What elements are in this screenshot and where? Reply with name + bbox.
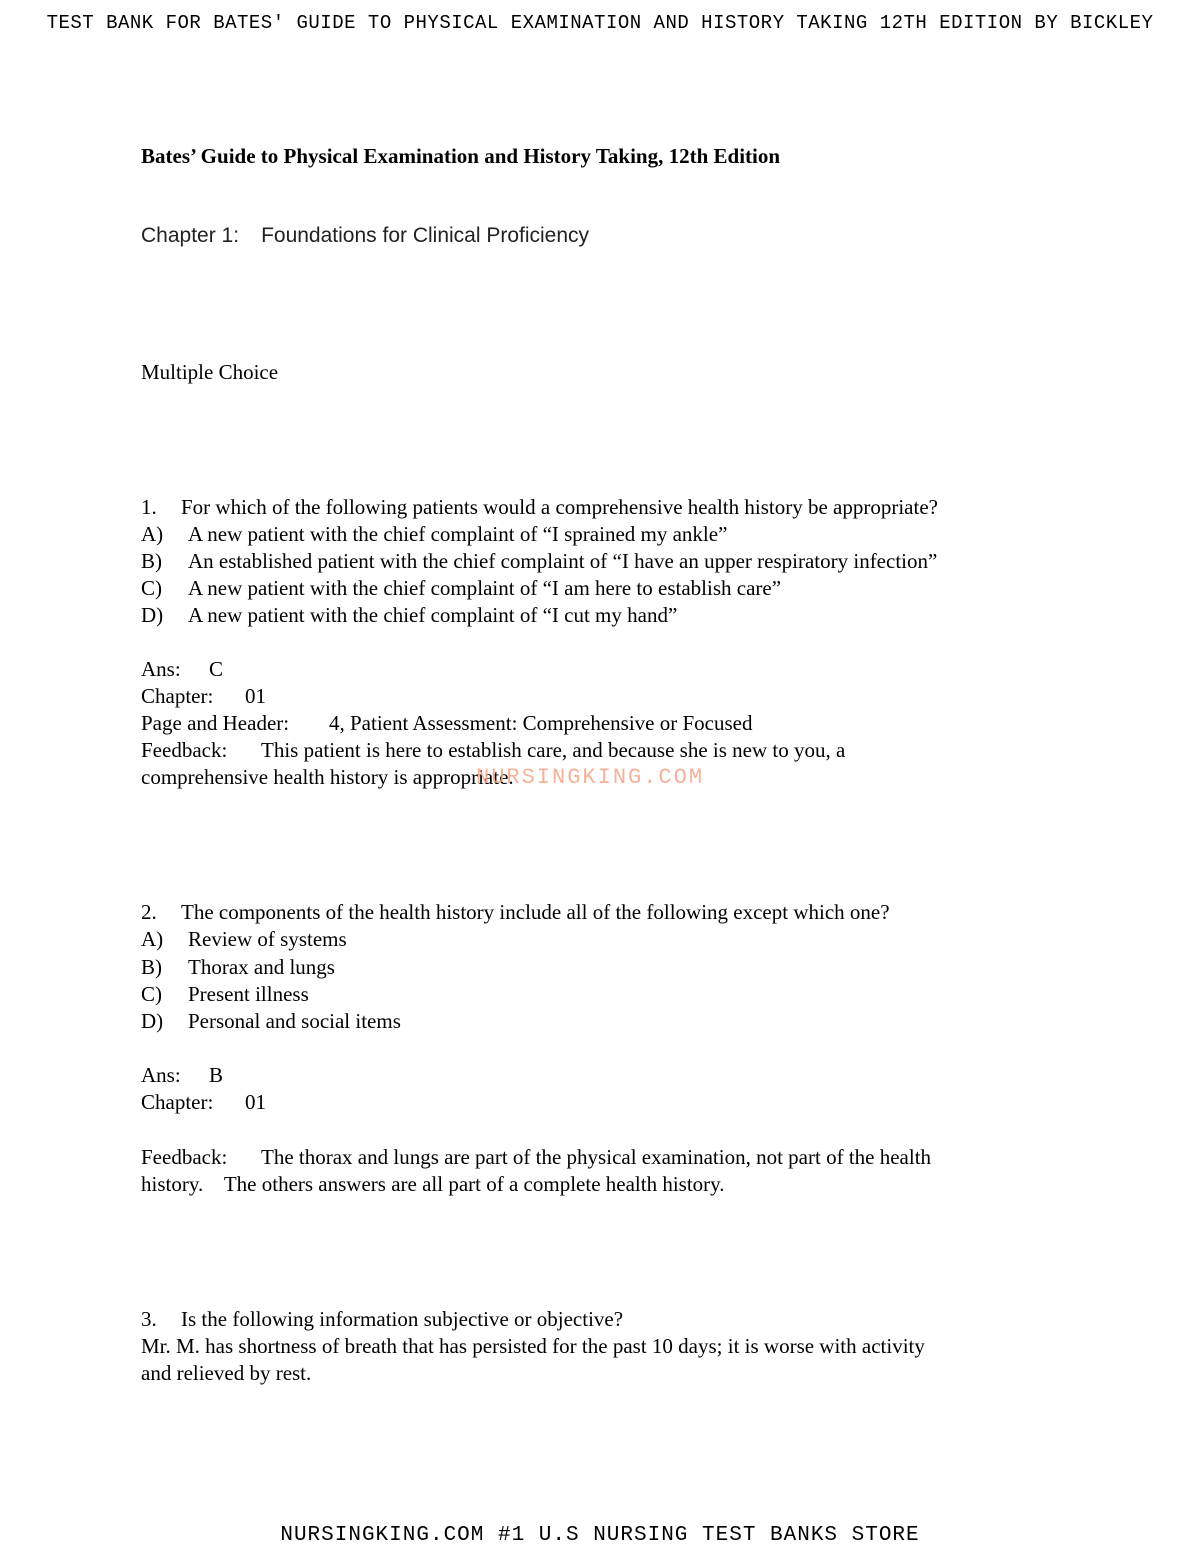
chapter-field-label: Chapter:: [141, 684, 214, 708]
section-heading: Multiple Choice: [141, 360, 279, 384]
option-a: [141, 521, 727, 548]
question-stem: [141, 494, 938, 521]
option-b: [141, 954, 335, 981]
option-text: Thorax and lungs: [188, 955, 335, 979]
option-letter: A): [141, 522, 164, 546]
watermark: NURSINGKING.COM: [476, 765, 705, 790]
feedback-line: [141, 1144, 931, 1171]
option-letter: D): [141, 1009, 164, 1033]
question-text: For which of the following patients would a comprehensive health history be appropriate?: [181, 495, 938, 519]
answer-line: [141, 1062, 223, 1089]
option-letter: A): [141, 927, 164, 951]
question-text: Is the following information subjective or objective?: [181, 1307, 624, 1331]
option-d: [141, 1008, 401, 1035]
question-body: Mr. M. has shortness of breath that has persisted for the past 10 days; it is worse with activity: [141, 1334, 925, 1358]
question-body-2: and relieved by rest.: [141, 1361, 312, 1385]
feedback-line: [141, 737, 845, 764]
chapter-line: [141, 1089, 266, 1116]
chapter-line: [141, 683, 266, 710]
option-d: [141, 602, 677, 629]
option-c: [141, 981, 309, 1008]
option-c: [141, 575, 781, 602]
feedback-text: This patient is here to establish care, and because she is new to you, a: [261, 738, 846, 762]
question-stem: [141, 1306, 623, 1333]
answer-value: C: [209, 657, 224, 681]
option-text: Personal and social items: [188, 1009, 401, 1033]
feedback-line-2: history. The others answers are all part of a complete health history.: [141, 1172, 725, 1196]
option-letter: C): [141, 576, 162, 600]
option-text: Review of systems: [188, 927, 347, 951]
option-text: A new patient with the chief complaint of “I sprained my ankle”: [188, 522, 728, 546]
top-banner: TEST BANK FOR BATES' GUIDE TO PHYSICAL EXAMINATION AND HISTORY TAKING 12TH EDITION BY BICKLEY: [46, 12, 1154, 34]
option-letter: C): [141, 982, 162, 1006]
question-number: 3.: [141, 1307, 157, 1331]
option-text: A new patient with the chief complaint of “I am here to establish care”: [188, 576, 782, 600]
page-header-value: 4, Patient Assessment: Comprehensive or Focused: [329, 711, 753, 735]
answer-label: Ans:: [141, 1063, 181, 1087]
question-stem: [141, 899, 890, 926]
answer-value: B: [209, 1063, 224, 1087]
option-letter: B): [141, 549, 162, 573]
option-text: An established patient with the chief complaint of “I have an upper respiratory infection”: [188, 549, 938, 573]
feedback-text: The thorax and lungs are part of the physical examination, not part of the health: [261, 1145, 932, 1169]
chapter-value: 01: [245, 1090, 266, 1114]
option-text: Present illness: [188, 982, 309, 1006]
chapter-title: Foundations for Clinical Proficiency: [261, 224, 590, 247]
footer-banner: NURSINGKING.COM #1 U.S NURSING TEST BANKS STORE: [280, 1524, 920, 1547]
answer-line: [141, 656, 223, 683]
answer-label: Ans:: [141, 657, 181, 681]
option-text: A new patient with the chief complaint of “I cut my hand”: [188, 603, 678, 627]
feedback-line-2: comprehensive health history is appropriate.: [141, 765, 514, 789]
option-a: [141, 926, 347, 953]
option-letter: D): [141, 603, 164, 627]
page-header-line: [141, 710, 752, 737]
feedback-label: Feedback:: [141, 1145, 228, 1169]
feedback-label: Feedback:: [141, 738, 228, 762]
question-number: 1.: [141, 495, 157, 519]
page-header-label: Page and Header:: [141, 711, 290, 735]
chapter-field-label: Chapter:: [141, 1090, 214, 1114]
question-text: The components of the health history include all of the following except which one?: [181, 900, 890, 924]
chapter-heading: [141, 224, 589, 248]
option-letter: B): [141, 955, 162, 979]
chapter-value: 01: [245, 684, 266, 708]
chapter-label: Chapter 1:: [141, 224, 240, 247]
question-number: 2.: [141, 900, 157, 924]
option-b: [141, 548, 937, 575]
book-title: Bates’ Guide to Physical Examination and History Taking, 12th Edition: [141, 144, 781, 168]
